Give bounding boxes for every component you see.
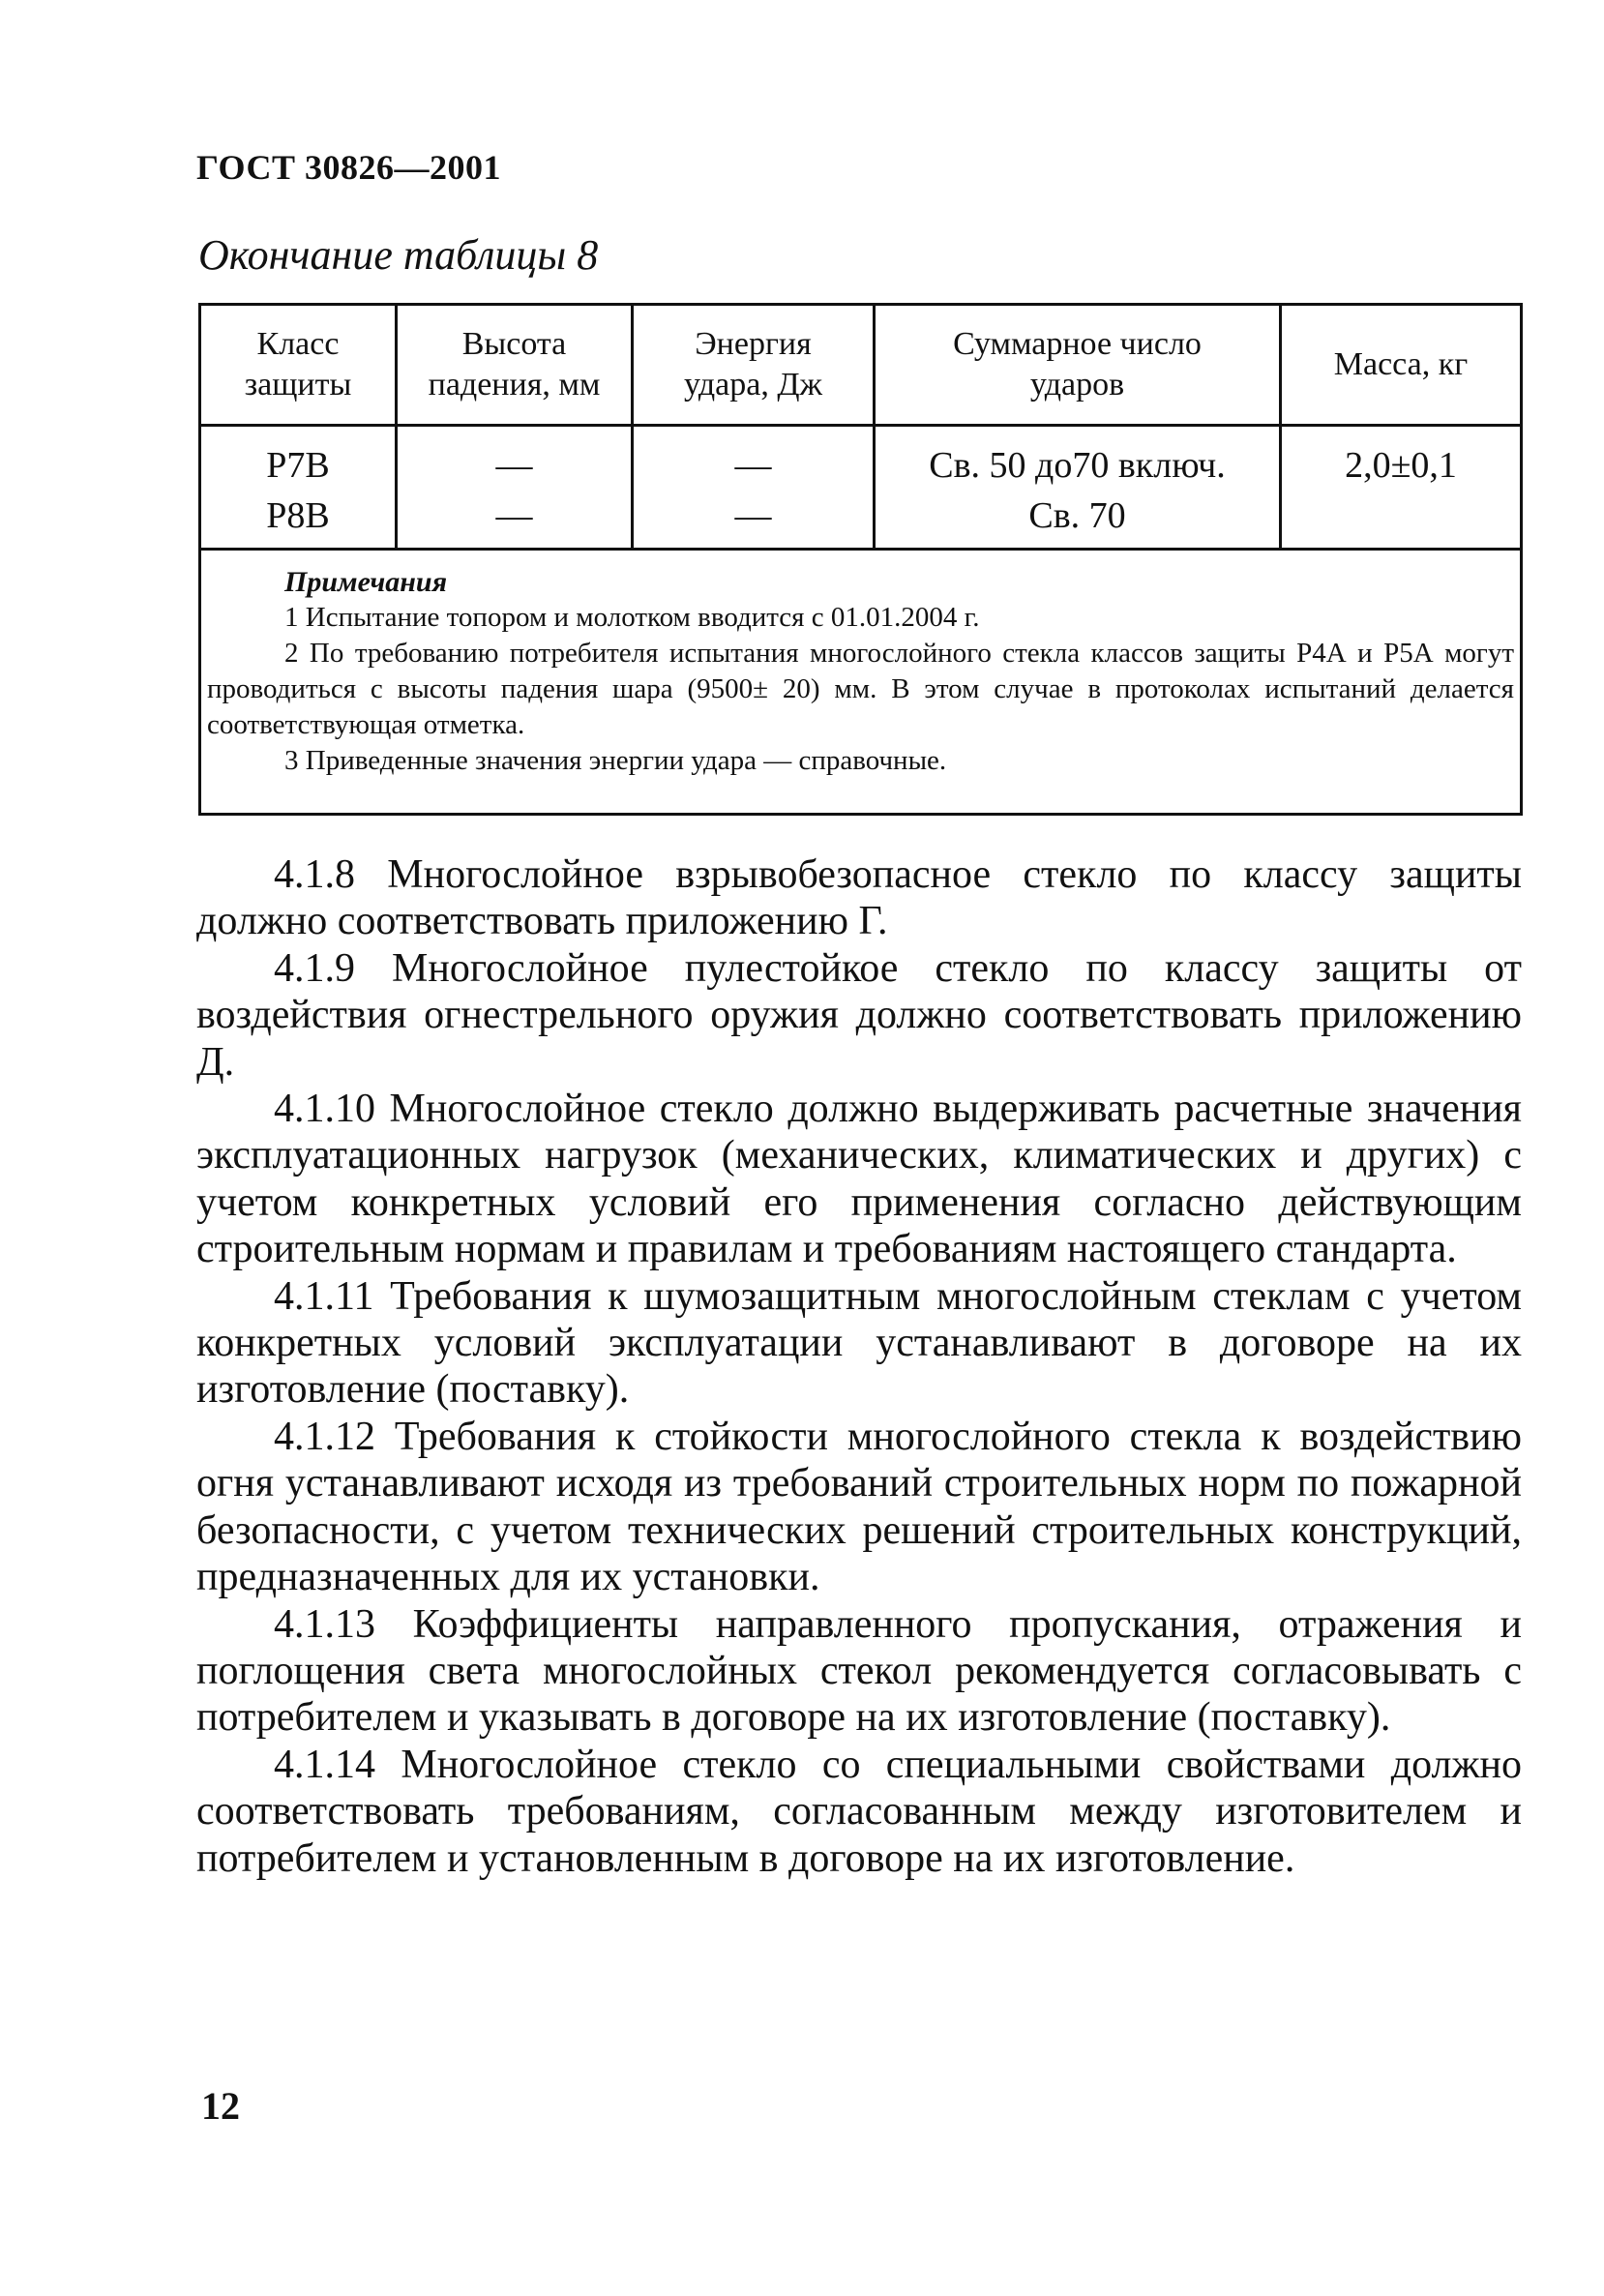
header-class-line2: защиты — [244, 367, 352, 403]
note-item: 1 Испытание топором и молотком вводится с 01.01.2004 г. — [284, 602, 980, 633]
notes-row — [200, 550, 1522, 815]
hits-value: Св. 70 — [1028, 495, 1126, 536]
mass-value: 2,0±0,1 — [1345, 445, 1457, 486]
paragraph-4-1-9: 4.1.9 Многослойное пулестойкое стекло по классу защиты от воздействия огнестрельного оружия должно соответствовать приложению Д. — [196, 945, 1522, 1085]
cell-class — [200, 426, 397, 550]
header-height — [397, 305, 633, 426]
paragraph-4-1-13: 4.1.13 Коэффициенты направленного пропускания, отражения и поглощения света многослойных стекол рекомендуется согласовывать с потребителем и указывать в договоре на их изготовление (поставку). — [196, 1601, 1522, 1741]
header-hits — [875, 305, 1281, 426]
height-value: — — [495, 495, 533, 536]
table-header-row — [200, 305, 1522, 426]
header-height-line1: Высота — [461, 326, 567, 362]
header-mass-line1: Масса, кг — [1333, 346, 1469, 382]
note-item: 3 Приведенные значения энергии удара — справочные. — [284, 745, 947, 776]
header-mass — [1281, 305, 1522, 426]
paragraph-4-1-10: 4.1.10 Многослойное стекло должно выдерживать расчетные значения эксплуатационных нагрузок (механических, климатических и других) с учетом конкретных условий его применения согласно действующим строительным нормам и правилам и требованиям настоящего стандарта. — [196, 1087, 1522, 1272]
header-energy — [633, 305, 875, 426]
header-hits-line2: ударов — [1029, 367, 1125, 403]
paragraph-4-1-11: 4.1.11 Требования к шумозащитным многослойным стеклам с учетом конкретных условий эксплуатации устанавливают в договоре на их изготовление (поставку). — [196, 1273, 1522, 1413]
cell-energy — [633, 426, 875, 550]
standard-header: ГОСТ 30826—2001 — [196, 148, 501, 187]
class-value: Р7В — [266, 445, 330, 486]
cell-hits — [875, 426, 1281, 550]
paragraph-4-1-8: 4.1.8 Многослойное взрывобезопасное стекло по классу защиты должно соответствовать приложению Г. — [196, 852, 1522, 944]
table-container — [198, 303, 1520, 816]
header-energy-line1: Энергия — [695, 326, 812, 362]
paragraph-4-1-12: 4.1.12 Требования к стойкости многослойного стекла к воздействию огня устанавливают исходя из требований строительных норм по пожарной безопасности, с учетом технических решений строительных конструкций, предназначенных для их установки. — [196, 1414, 1522, 1600]
body-text — [196, 851, 1522, 1882]
header-height-line2: падения, мм — [428, 367, 601, 403]
page-number: 12 — [201, 2084, 240, 2128]
header-class-line1: Класс — [256, 326, 340, 362]
header-class — [200, 305, 397, 426]
table-row — [200, 426, 1522, 550]
height-value: — — [495, 445, 533, 486]
hits-value: Св. 50 до70 включ. — [929, 445, 1226, 486]
cell-height — [397, 426, 633, 550]
header-hits-line1: Суммарное число — [953, 326, 1202, 362]
energy-value: — — [734, 445, 772, 486]
note-item: 2 По требованию потребителя испытания многослойного стекла классов защиты Р4А и Р5А могут проводиться с высоты падения шара (9500± 20) мм. В этом случае в протоколах испытаний делается соответствующая отметка. — [207, 638, 1514, 740]
notes-cell — [200, 550, 1522, 815]
protection-class-table — [198, 303, 1523, 816]
class-value: Р8В — [266, 495, 330, 536]
table-caption: Окончание таблицы 8 — [198, 231, 599, 279]
paragraph-4-1-14: 4.1.14 Многослойное стекло со специальными свойствами должно соответствовать требованиям, согласованным между изготовителем и потребителем и установленным в договоре на их изготовление. — [196, 1742, 1522, 1881]
cell-mass — [1281, 426, 1522, 550]
header-energy-line2: удара, Дж — [683, 367, 823, 403]
notes-title: Примечания — [284, 566, 448, 598]
energy-value: — — [734, 495, 772, 536]
